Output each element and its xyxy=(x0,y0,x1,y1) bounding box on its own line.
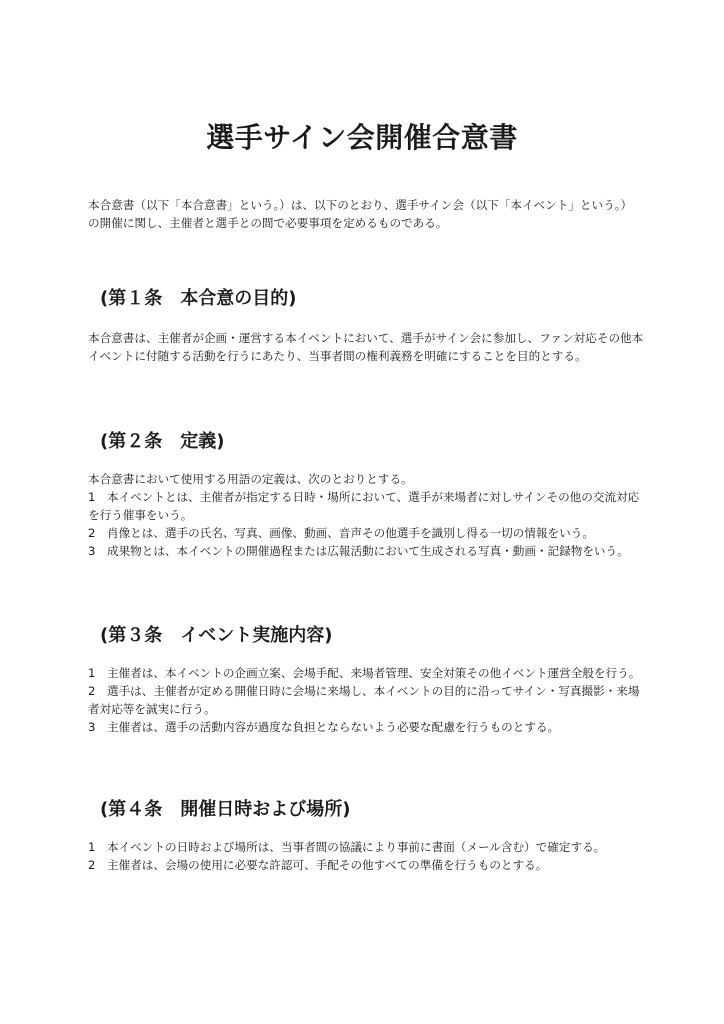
article-paragraph: 本合意書は、主催者が企画・運営する本イベントにおいて、選手がサイン会に参加し、ファン対応その他本イベントに付随する活動を行うにあたり、当事者間の権利義務を明確にすることを目的とする。 xyxy=(88,331,644,363)
article-clause: 1 主催者は、本イベントの企画立案、会場手配、来場者管理、安全対策その他イベント運営全般を行う。 xyxy=(88,666,641,680)
article-2 xyxy=(88,430,648,560)
article-4 xyxy=(88,798,648,874)
article-body xyxy=(88,838,648,874)
article-clause: 2 主催者は、会場の使用に必要な許認可、手配その他すべての準備を行うものとする。 xyxy=(88,858,548,872)
article-body xyxy=(88,329,648,365)
article-clause: 1 本イベントとは、主催者が指定する日時・場所において、選手が来場者に対しサインその他の交流対応を行う催事をいう。 xyxy=(88,490,640,522)
document-title: 選手サイン会開催合意書 xyxy=(206,121,518,154)
intro-paragraph: 本合意書（以下「本合意書」という。）は、以下のとおり、選手サイン会（以下「本イベント」という。）の開催に関し、主催者と選手との間で必要事項を定めるものである。 xyxy=(88,198,633,230)
article-body xyxy=(88,470,648,560)
article-heading: (第４条 開催日時および場所) xyxy=(100,799,351,820)
article-clause: 2 選手は、主催者が定める開催日時に会場に来場し、本イベントの目的に沿ってサイン・写真撮影・来場者対応等を誠実に行う。 xyxy=(88,684,640,716)
article-clause: 3 主催者は、選手の活動内容が過度な負担とならないよう必要な配慮を行うものとする。 xyxy=(88,720,560,734)
article-paragraph: 本合意書において使用する用語の定義は、次のとおりとする。 xyxy=(88,472,413,486)
article-3 xyxy=(88,624,648,736)
article-heading: (第３条 イベント実施内容) xyxy=(100,625,333,646)
article-clause: 2 肖像とは、選手の氏名、写真、画像、動画、音声その他選手を識別し得る一切の情報をいう。 xyxy=(88,526,594,540)
article-heading: (第１条 本合意の目的) xyxy=(100,288,297,309)
article-heading: (第２条 定義) xyxy=(100,431,225,452)
article-1 xyxy=(88,287,648,365)
article-body xyxy=(88,664,648,736)
article-clause: 3 成果物とは、本イベントの開催過程または広報活動において生成される写真・動画・記録物をいう。 xyxy=(88,544,629,558)
article-clause: 1 本イベントの日時および場所は、当事者間の協議により事前に書面（メール含む）で確定する。 xyxy=(88,840,606,854)
